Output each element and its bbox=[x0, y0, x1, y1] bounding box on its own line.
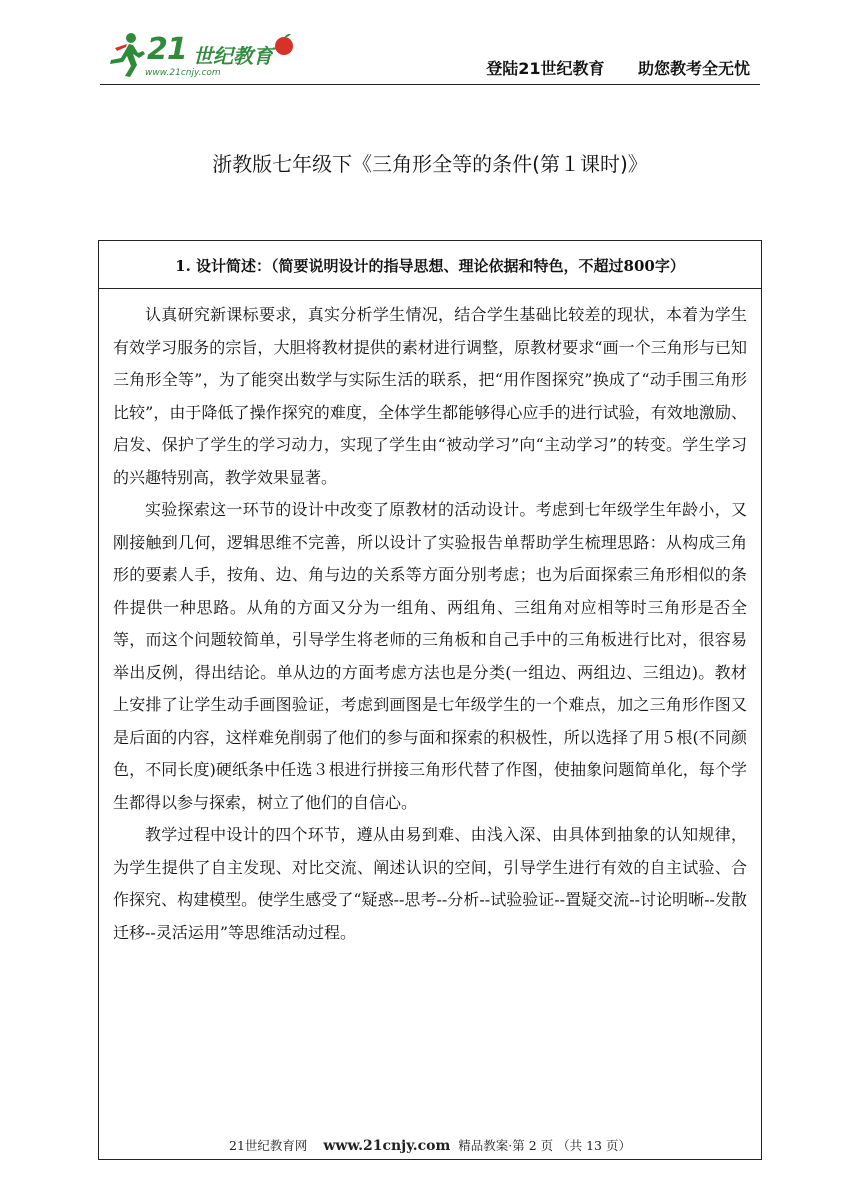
page-header bbox=[100, 22, 760, 82]
header-divider bbox=[100, 84, 760, 85]
document-title: 浙教版七年级下《三角形全等的条件(第１课时)》 bbox=[212, 152, 648, 176]
logo-brand-text: 世纪教育 bbox=[193, 44, 273, 68]
logo-brand-number: 21 bbox=[147, 32, 187, 67]
footer-site-name: 21世纪教育网 bbox=[229, 1138, 308, 1153]
slogan-right: 助您教考全无忧 bbox=[637, 59, 750, 78]
paragraph: 实验探索这一环节的设计中改变了原教材的活动设计。考虑到七年级学生年龄小，又刚接触到几何，逻辑思维不完善，所以设计了实验报告单帮助学生梳理思路：从构成三角形的要素人手，按角、边、角与边的关系等方面分别考虑；也为后面探索三角形相似的条件提供一种思路。从角的方面又分为一组角、两组角、三组角对应相等时三角形是否全等，而这个问题较简单，引导学生将老师的三角板和自己手中的三角板进行比对，很容易举出反例，得出结论。单从边的方面考虑方法也是分类(一组边、两组边、三组边)。教材上安排了让学生动手画图验证，考虑到画图是七年级学生的一个难点，加之三角形作图又是后面的内容，这样难免削弱了他们的参与面和探索的积极性，所以选择了用５根(不同颜色，不同长度)硬纸条中任选３根进行拼接三角形代替了作图，使抽象问题简单化，每个学生都得以参与探索，树立了他们的自信心。 bbox=[113, 500, 747, 812]
logo-url[interactable]: www.21cnjy.com bbox=[145, 68, 221, 78]
runner-logo-icon bbox=[105, 30, 149, 80]
apple-icon bbox=[271, 32, 297, 56]
site-logo bbox=[105, 30, 300, 82]
footer-page-info: 精品教案·第 2 页 （共 13 页） bbox=[458, 1138, 631, 1153]
section-heading: 1. 设计简述：（简要说明设计的指导思想、理论依据和特色，不超过800字） bbox=[99, 241, 761, 289]
design-table bbox=[98, 240, 762, 1160]
footer-url[interactable]: www.21cnjy.com bbox=[323, 1138, 451, 1154]
paragraph: 教学过程中设计的四个环节，遵从由易到难、由浅入深、由具体到抽象的认知规律，为学生提供了自主发现、对比交流、阐述认识的空间，引导学生进行有效的自主试验、合作探究、构建模型。使学生感受了“疑惑--思考--分析--试验验证--置疑交流--讨论明晰--发散迁移--灵活运用”等思维活动过程。 bbox=[113, 825, 747, 942]
slogan-left: 登陆21世纪教育 bbox=[486, 59, 605, 78]
page-footer bbox=[0, 1136, 860, 1154]
header-slogan bbox=[486, 56, 750, 79]
paragraph: 认真研究新课标要求，真实分析学生情况，结合学生基础比较差的现状，本着为学生有效学习服务的宗旨，大胆将教材提供的素材进行调整，原教材要求“画一个三角形与已知三角形全等”，为了能突出数学与实际生活的联系，把“用作图探究”换成了“动手围三角形比较”，由于降低了操作探究的难度，全体学生都能够得心应手的进行试验，有效地激励、启发、保护了学生的学习动力，实现了学生由“被动学习”向“主动学习”的转变。学生学习的兴趣特别高，教学效果显著。 bbox=[113, 305, 747, 487]
section-body bbox=[99, 289, 761, 949]
